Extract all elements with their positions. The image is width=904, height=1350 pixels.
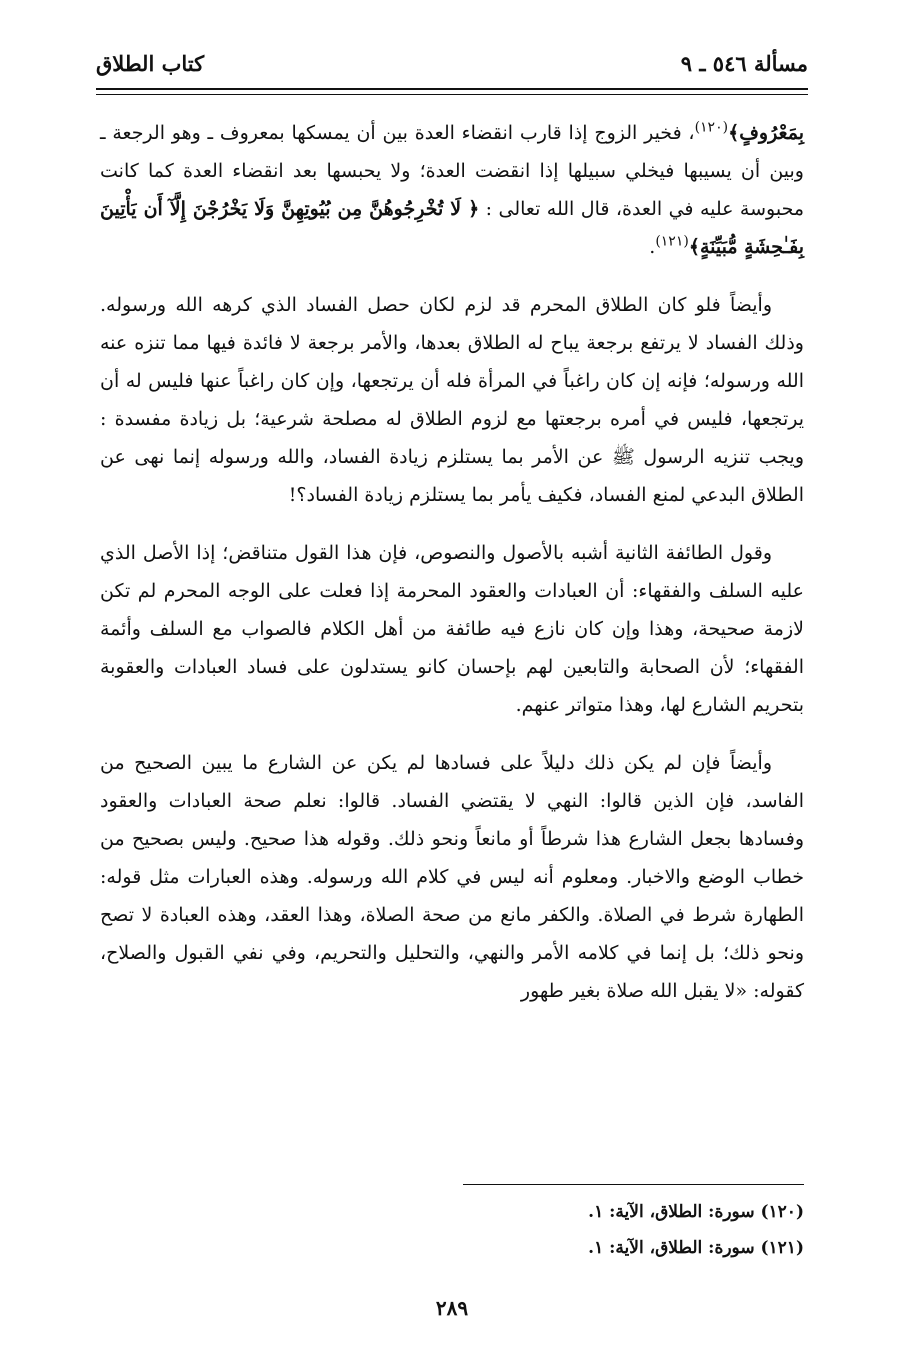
quran-quote: بِمَعْرُوفٍ﴾ bbox=[728, 122, 804, 144]
paragraph-1-text: ، فخير الزوج إذا قارب انقضاء العدة بين أن يمسكها بمعروف ـ وهو الرجعة ـ وبين أن يسيبها فيخلي سبيلها إذا انقضت العدة؛ ولا يحبسها بعد انقضاء العدة كما كانت محبوسة عليه في العدة، قال الله تعالى : bbox=[100, 122, 805, 220]
paragraph-1 bbox=[100, 114, 804, 266]
running-header bbox=[96, 44, 808, 82]
book-title: كتاب الطلاق bbox=[96, 50, 205, 76]
issue-label: مسألة ٥٤٦ ـ ٩ bbox=[680, 50, 808, 76]
quran-quote: ﴿ لَا تُخْرِجُوهُنَّ مِن بُيُوتِهِنَّ وَلَا يَخْرُجْنَ إِلَّآ أَن يَأْتِينَ بِفَـٰحِشَةٍ مُّبَيِّنَةٍ﴾ bbox=[100, 198, 804, 258]
footnote-121: (١٢١) سورة: الطلاق، الآية: ١. bbox=[588, 1238, 804, 1258]
paragraph-3: وقول الطائفة الثانية أشبه بالأصول والنصوص، فإن هذا القول متناقض؛ إذا الأصل الذي عليه السلف والفقهاء: أن العبادات والعقود المحرمة إذا فعلت على الوجه المحرم لم تكن لازمة صحيحة، وهذا وإن كان نازع فيه طائفة من أهل الكلام فالصواب مع السلف وأئمة الفقهاء؛ لأن الصحابة والتابعين لهم بإحسان كانو يستدلون على فساد العبادات والعقوبة بتحريم الشارع لها، وهذا متواتر عنهم. bbox=[100, 542, 804, 716]
paragraph-2: وأيضاً فلو كان الطلاق المحرم قد لزم لكان حصل الفساد الذي كرهه الله ورسوله. وذلك الفساد لا يرتفع برجعة يباح له الطلاق بعدها، والأمر برجعة لا فائدة فيها مما تنزه عنه الله ورسوله؛ فإنه إن كان راغباً في المرأة فله أن يرتجعها، وإن كان راغباً عنها فليس له أن يرتجعها، فليس في أمره برجعتها مع لزوم الطلاق له مصلحة شرعية؛ بل زيادة مفسدة : ويجب تنزيه الرسول ﷺ عن الأمر بما يستلزم زيادة الفساد، والله ورسوله إنما نهى عن الطلاق البدعي لمنع الفساد، فكيف يأمر بما يستلزم زيادة الفساد؟! bbox=[100, 294, 804, 506]
footnote-ref-120[interactable]: (١٢٠) bbox=[694, 119, 729, 136]
footnote-120: (١٢٠) سورة: الطلاق، الآية: ١. bbox=[588, 1202, 804, 1222]
header-rule-thin bbox=[96, 94, 808, 95]
footnotes bbox=[100, 1194, 804, 1266]
paragraph-1-end: . bbox=[649, 236, 656, 258]
paragraph-4: وأيضاً فإن لم يكن ذلك دليلاً على فسادها لم يكن عن الشارع ما يبين الصحيح من الفاسد، فإن الذين قالوا: النهي لا يقتضي الفساد. قالوا: نعلم صحة العبادات والعقود وفسادها بجعل الشارع هذا شرطاً أو مانعاً ونحو ذلك. وقوله هذا صحيح. وليس بصحيح من خطاب الوضع والاخبار. ومعلوم أنه ليس في كلام الله ورسوله. وهذه العبارات مثل قوله: الطهارة شرط في الصلاة. والكفر مانع من صحة الصلاة، وهذا العقد، وهذه العبادة لا تصح ونحو ذلك؛ بل إنما في كلامه الأمر والنهي، والتحليل والتحريم، وفي نفي القبول والصلاح، كقوله: «لا يقبل الله صلاة بغير طهور bbox=[100, 752, 804, 1002]
footnote-rule bbox=[463, 1184, 804, 1185]
page-number: ٢٨٩ bbox=[435, 1296, 469, 1320]
footnote-ref-121[interactable]: (١٢١) bbox=[655, 233, 689, 250]
body-text bbox=[100, 114, 804, 1030]
header-rule-thick bbox=[96, 88, 808, 90]
